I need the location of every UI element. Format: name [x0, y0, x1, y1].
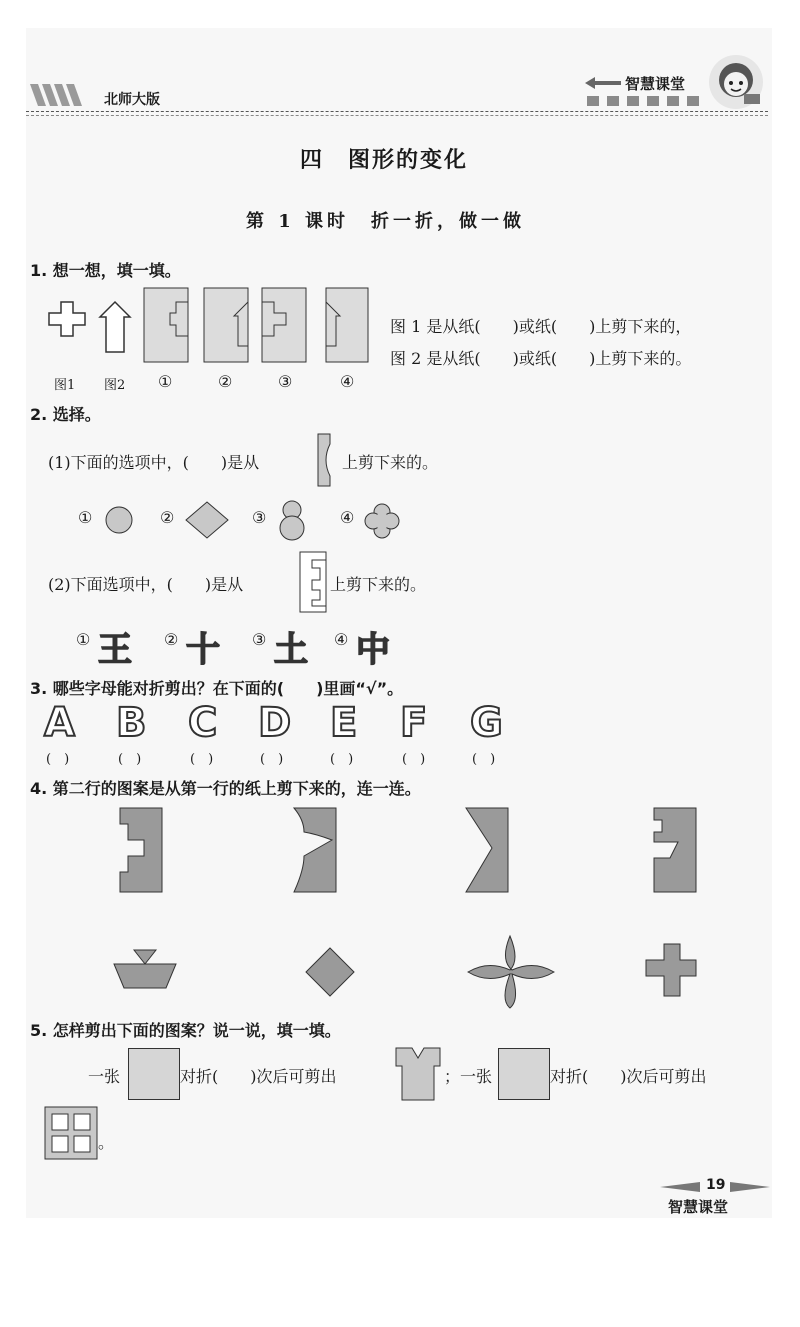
- q5-paper-square-2: [498, 1048, 550, 1100]
- q3-answer-d[interactable]: ( ): [260, 752, 284, 767]
- shirt-shape: [394, 1046, 442, 1102]
- q2-sub2-char-zhong: 中: [356, 630, 390, 670]
- header-squares-icon: [587, 96, 717, 108]
- q3-answer-b[interactable]: ( ): [118, 752, 142, 767]
- header-divider: [26, 111, 768, 112]
- q4-paper-4: [654, 808, 696, 892]
- fig1-cross-shape: [49, 302, 85, 336]
- clover-shape: [362, 502, 402, 540]
- q2-sub2-char-shi: 十: [186, 630, 220, 670]
- header-brand: 智慧课堂: [625, 75, 686, 93]
- lesson-title: 第 1 课时 折一折，做一做: [246, 211, 526, 232]
- q3-answer-g[interactable]: ( ): [472, 752, 496, 767]
- q2-sub2-char-wang: 王: [98, 630, 132, 670]
- q4-matching-figures: [100, 800, 720, 1010]
- q4-cut-boat: [114, 964, 176, 988]
- q4-cut-diamond: [306, 948, 354, 996]
- q1-figures: [40, 284, 380, 374]
- q2-sub2-suffix: 上剪下来的。: [330, 575, 427, 594]
- q2-sub1-opt2-label: ②: [160, 508, 175, 527]
- q4-heading: 4. 第二行的图案是从第一行的纸上剪下来的，连一连。: [30, 779, 421, 798]
- chapter-title: 四 图形的变化: [300, 147, 469, 173]
- q3-answer-e[interactable]: ( ): [330, 752, 354, 767]
- paper-1: [144, 288, 188, 362]
- footer-brand: 智慧课堂: [668, 1198, 729, 1216]
- q2-sub2-opt3-label: ③: [252, 630, 267, 649]
- window-grid-shape: [44, 1106, 100, 1162]
- arrow-left-icon: [585, 76, 621, 90]
- letter-a: A: [44, 700, 75, 746]
- q4-paper-3: [466, 808, 508, 892]
- q2-heading: 2. 选择。: [30, 405, 101, 424]
- q2-sub2-char-tu: 土: [274, 630, 308, 670]
- girl-mascot-icon: [708, 54, 764, 110]
- paper-2: [204, 288, 248, 362]
- letter-b: B: [116, 700, 147, 746]
- q2-sub1-paper: [316, 432, 342, 488]
- q1-label-paper1: ①: [158, 372, 173, 391]
- q3-answer-c[interactable]: ( ): [190, 752, 214, 767]
- q2-sub2-opt2-label: ②: [164, 630, 179, 649]
- q5-part1-a: 一张: [88, 1067, 121, 1086]
- letter-c: C: [188, 700, 218, 746]
- q3-answer-a[interactable]: ( ): [46, 752, 70, 767]
- header-stripes-icon: [30, 84, 90, 106]
- q4-paper-1: [120, 808, 162, 892]
- q5-separator: ；一张: [444, 1067, 493, 1086]
- q1-label-paper4: ④: [340, 372, 355, 391]
- q1-label-paper2: ②: [218, 372, 233, 391]
- q2-sub2-paper: [298, 550, 330, 614]
- letter-f: F: [400, 700, 428, 746]
- letter-e: E: [330, 700, 358, 746]
- q1-heading: 1. 想一想，填一填。: [30, 261, 181, 280]
- q5-heading: 5. 怎样剪出下面的图案？说一说，填一填。: [30, 1021, 341, 1040]
- edition-label: 北师大版: [104, 92, 160, 108]
- q1-label-fig1: 图1: [54, 378, 76, 393]
- q4-cut-boat-top: [134, 950, 156, 964]
- q2-sub1-prefix: (1)下面的选项中，( )是从: [48, 453, 260, 472]
- fig2-arrow-shape: [100, 302, 130, 352]
- q2-sub1-opt3-label: ③: [252, 508, 267, 527]
- q5-part1-b: 对折( )次后可剪出: [180, 1067, 337, 1086]
- q2-sub2-prefix: (2)下面选项中，( )是从: [48, 575, 244, 594]
- letter-d: D: [258, 700, 292, 746]
- page-number: 19: [706, 1177, 726, 1193]
- q1-line2: 图 2 是从纸( )或纸( )上剪下来的。: [390, 349, 692, 368]
- header-divider-secondary: [26, 115, 768, 116]
- q5-part2-b: 对折( )次后可剪出: [550, 1067, 707, 1086]
- q3-heading: 3. 哪些字母能对折剪出？在下面的( )里画“√”。: [30, 679, 404, 698]
- q2-sub1-opt4-label: ④: [340, 508, 355, 527]
- gourd-shape: [276, 498, 308, 542]
- q5-end: 。: [98, 1133, 115, 1152]
- q2-sub1-suffix: 上剪下来的。: [342, 453, 439, 472]
- q3-answer-f[interactable]: ( ): [402, 752, 426, 767]
- q4-paper-2: [294, 808, 336, 892]
- letter-g: G: [470, 700, 503, 746]
- q2-sub2-opt4-label: ④: [334, 630, 349, 649]
- paper-4: [326, 288, 368, 362]
- q1-label-paper3: ③: [278, 372, 293, 391]
- q4-cut-cross: [646, 944, 696, 996]
- q1-label-fig2: 图2: [104, 378, 126, 393]
- q1-line1: 图 1 是从纸( )或纸( )上剪下来的，: [390, 317, 692, 336]
- circle-shape: [104, 505, 134, 535]
- q4-cut-flower: [468, 936, 554, 1008]
- q5-paper-square-1: [128, 1048, 180, 1100]
- q2-sub1-opt1-label: ①: [78, 508, 93, 527]
- q2-sub2-opt1-label: ①: [76, 630, 91, 649]
- diamond-shape: [184, 500, 230, 540]
